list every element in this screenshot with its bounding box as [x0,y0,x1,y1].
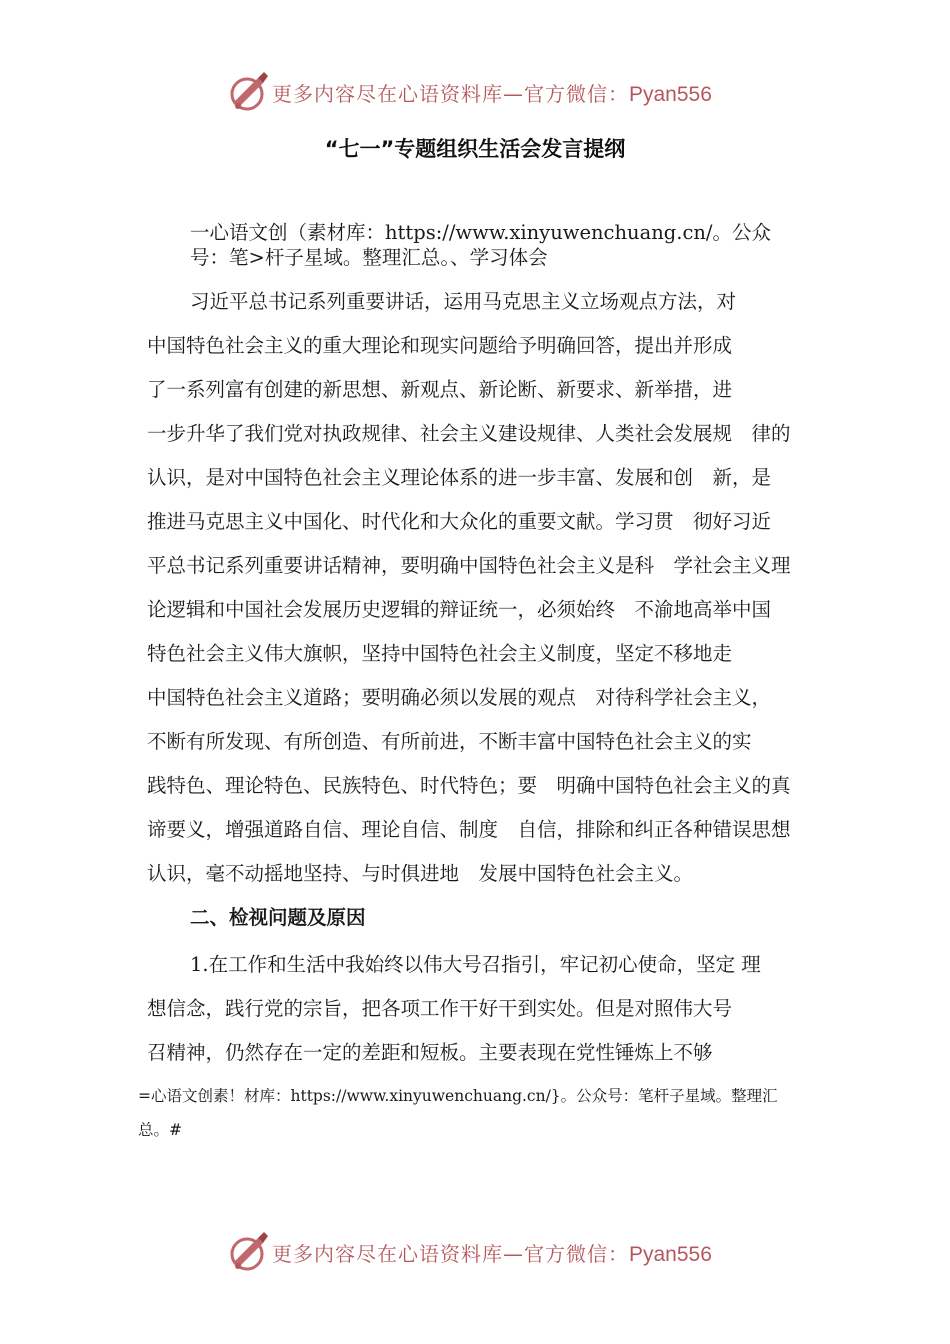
pen-logo-icon [230,72,268,114]
paragraph-line: 不断有所发现、有所创造、有所前进，不断丰富中国特色社会主义的实 [147,730,752,753]
header-banner [0,68,950,118]
paragraph-line: 论逻辑和中国社会发展历史逻辑的辩证统一，必须始终 不渝地高举中国 [147,598,772,621]
paragraph-line: 一步升华了我们党对执政规律、社会主义建设规律、人类社会发展规 律的 [147,422,791,445]
paragraph-line: 习近平总书记系列重要讲话，运用马克思主义立场观点方法，对 [190,290,737,313]
footnote-line: 总。# [138,1121,182,1139]
paragraph-line: 践特色、理论特色、民族特色、时代特色；要 明确中国特色社会主义的真 [147,774,791,797]
intro-line: 号：笔>杆子星域。整理汇总。、学习体会 [190,246,548,269]
banner-text [272,1238,712,1267]
paragraph-line: 谛要义，增强道路自信、理论自信、制度 自信，排除和纠正各种错误思想 [147,818,791,841]
banner-label: 更多内容尽在心语资料库—官方微信： [272,82,629,106]
wechat-id: Pyan556 [629,83,712,106]
paragraph-line: 认识，毫不动摇地坚持、与时俱进地 发展中国特色社会主义。 [147,862,694,885]
paragraph-line: 中国特色社会主义道路；要明确必须以发展的观点 对待科学社会主义， [147,686,772,709]
paragraph-line: 1.在工作和生活中我始终以伟大号召指引，牢记初心使命，坚定 理 [190,953,761,976]
wechat-id: Pyan556 [629,1243,712,1266]
footnote-line: =心语文创素！材库：https://www.xinyuwenchuang.cn/}。公众号：笔杆子星域。整理汇 [138,1087,778,1105]
banner-label: 更多内容尽在心语资料库—官方微信： [272,1242,629,1266]
section-heading: 二、检视问题及原因 [190,906,366,929]
paragraph-line: 推进马克思主义中国化、时代化和大众化的重要文献。学习贯 彻好习近 [147,510,772,533]
paragraph-line: 了一系列富有创建的新思想、新观点、新论断、新要求、新举措，进 [147,378,733,401]
document-title: “七一”专题组织生活会发言提纲 [324,137,626,161]
paragraph-line: 平总书记系列重要讲话精神，要明确中国特色社会主义是科 学社会主义理 [147,554,791,577]
paragraph-line: 中国特色社会主义的重大理论和现实问题给予明确回答，提出并形成 [147,334,733,357]
pen-logo-icon [230,1232,268,1274]
paragraph-line: 特色社会主义伟大旗帜，坚持中国特色社会主义制度，坚定不移地走 [147,642,733,665]
footer-banner [0,1228,950,1278]
paragraph-line: 召精神，仍然存在一定的差距和短板。主要表现在党性锤炼上不够 [147,1041,713,1064]
banner-text [272,78,712,107]
paragraph-line: 想信念，践行党的宗旨，把各项工作干好干到实处。但是对照伟大号 [147,997,733,1020]
paragraph-line: 认识，是对中国特色社会主义理论体系的进一步丰富、发展和创 新，是 [147,466,772,489]
intro-line: 一心语文创（素材库：https://www.xinyuwenchuang.cn/。公众 [190,221,772,244]
